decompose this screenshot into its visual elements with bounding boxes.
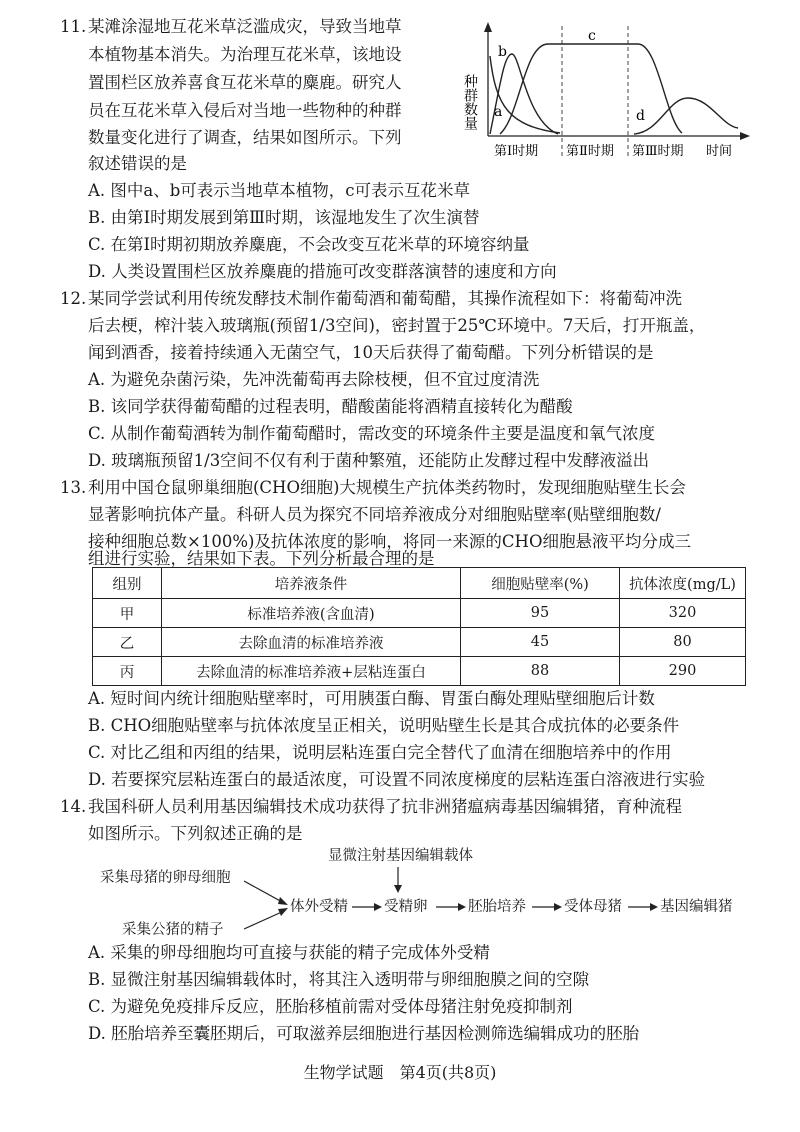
series-label-a: a bbox=[494, 104, 503, 120]
option-b: B. 显微注射基因编辑载体时，将其注入透明带与卵细胞膜之间的空隙 bbox=[88, 970, 590, 989]
flow-step: 受体母猪 bbox=[564, 899, 622, 915]
question-stem-line: 本植物基本消失。为治理互花米草，该地设 bbox=[88, 45, 402, 64]
option-d: D. 胚胎培养至囊胚期后，可取滋养层细胞进行基因检测筛选编辑成功的胚胎 bbox=[88, 1024, 640, 1043]
arrowhead bbox=[374, 903, 382, 911]
option-b: B. 该同学获得葡萄醋的过程表明，醋酸菌能将酒精直接转化为醋酸 bbox=[88, 397, 573, 416]
question-stem-line: 叙述错误的是 bbox=[88, 154, 187, 173]
question-stem-line: 数量变化进行了调查，结果如图所示。下列 bbox=[88, 128, 402, 147]
option-c: C. 对比乙组和丙组的结果，说明层粘连蛋白完全替代了血清在细胞培养中的作用 bbox=[88, 743, 672, 762]
question-stem-line: 我国科研人员利用基因编辑技术成功获得了抗非洲猪瘟病毒基因编辑猪，育种流程 bbox=[88, 797, 682, 816]
series-label-c: c bbox=[588, 28, 596, 44]
table-cell: 标准培养液(含血清) bbox=[162, 599, 461, 628]
table-cell: 95 bbox=[461, 599, 620, 628]
page-footer: 生物学试题 第4页(共8页) bbox=[303, 1063, 497, 1082]
question-stem-line: 如图所示。下列叙述正确的是 bbox=[88, 824, 303, 843]
table-cell: 丙 bbox=[93, 657, 162, 686]
option-c: C. 从制作葡萄酒转为制作葡萄醋时，需改变的环境条件主要是温度和氧气浓度 bbox=[88, 424, 656, 443]
option-d: D. 若要探究层粘连蛋白的最适浓度，可设置不同浓度梯度的层粘连蛋白溶液进行实验 bbox=[88, 770, 706, 789]
table-cell: 乙 bbox=[93, 628, 162, 657]
arrowhead bbox=[394, 885, 402, 893]
question-stem-line: 接种细胞总数×100%)及抗体浓度的影响，将同一来源的CHO细胞悬液平均分成三 bbox=[88, 532, 691, 551]
table-cell: 80 bbox=[620, 628, 746, 657]
option-b: B. CHO细胞贴壁率与抗体浓度呈正相关，说明贴壁生长是其合成抗体的必要条件 bbox=[88, 716, 680, 735]
period-label: 第Ⅰ时期 bbox=[494, 144, 539, 159]
table-row bbox=[93, 599, 746, 628]
arrowhead bbox=[458, 903, 466, 911]
curve-b bbox=[490, 54, 558, 134]
question-stem-line: 显著影响抗体产量。科研人员为探究不同培养液成分对细胞贴壁率(贴壁细胞数/ bbox=[88, 505, 661, 524]
option-c: C. 为避免免疫排斥反应，胚胎移植前需对受体母猪注射免疫抑制剂 bbox=[88, 997, 573, 1016]
question-stem-line: 置围栏区放养喜食互花米草的麋鹿。研究人 bbox=[88, 73, 402, 92]
curve-d bbox=[634, 98, 738, 134]
table-header: 培养液条件 bbox=[162, 568, 461, 599]
table-row bbox=[93, 628, 746, 657]
period-label: 第Ⅲ时期 bbox=[632, 144, 684, 159]
table-header-row bbox=[93, 568, 746, 599]
question-number: 14. bbox=[60, 797, 87, 816]
x-axis-label: 时间 bbox=[706, 144, 733, 159]
table-row bbox=[93, 657, 746, 686]
flow-sperm-label: 采集公猪的精子 bbox=[122, 922, 224, 938]
y-axis-arrow bbox=[484, 22, 492, 32]
table-cell: 甲 bbox=[93, 599, 162, 628]
flow-step: 体外受精 bbox=[290, 899, 348, 915]
arrowhead bbox=[278, 897, 288, 905]
table-header: 细胞贴壁率(%) bbox=[461, 568, 620, 599]
question-number: 11. bbox=[60, 17, 87, 36]
question-stem-line: 后去梗，榨汁装入玻璃瓶(预留1/3空间)，密封置于25℃环境中。7天后，打开瓶盖， bbox=[88, 316, 706, 335]
series-label-d: d bbox=[636, 108, 645, 124]
table-cell: 去除血清的标准培养液+层粘连蛋白 bbox=[162, 657, 461, 686]
question-stem-line: 闻到酒香，接着持续通入无菌空气，10天后获得了葡萄醋。下列分析错误的是 bbox=[88, 343, 654, 362]
curve-c bbox=[500, 44, 682, 134]
option-a: A. 采集的卵母细胞均可直接与获能的精子完成体外受精 bbox=[88, 943, 490, 962]
series-label-b: b bbox=[498, 44, 507, 60]
flow-step: 基因编辑猪 bbox=[660, 899, 733, 915]
flow-step: 胚胎培养 bbox=[468, 899, 526, 915]
flow-step: 受精卵 bbox=[384, 899, 428, 915]
curve-a bbox=[490, 56, 560, 133]
table-header: 抗体浓度(mg/L) bbox=[620, 568, 746, 599]
question-stem-line: 员在互花米草入侵后对当地一些物种的种群 bbox=[88, 101, 402, 120]
question-number: 13. bbox=[60, 478, 87, 497]
arrowhead bbox=[554, 903, 562, 911]
option-a: A. 为避免杂菌污染，先冲洗葡萄再去除枝梗，但不宜过度清洗 bbox=[88, 370, 540, 389]
option-c: C. 在第Ⅰ时期初期放养麋鹿，不会改变互花米草的环境容纳量 bbox=[88, 235, 530, 254]
option-d: D. 玻璃瓶预留1/3空间不仅有利于菌种繁殖，还能防止发酵过程中发酵液溢出 bbox=[88, 451, 650, 470]
question-number: 12. bbox=[60, 289, 87, 308]
table-header: 组别 bbox=[93, 568, 162, 599]
question-stem-line: 组进行实验，结果如下表。下列分析最合理的是 bbox=[88, 549, 435, 568]
x-axis-arrow bbox=[740, 132, 750, 140]
option-a: A. 图中a、b可表示当地草本植物，c可表示互花米草 bbox=[88, 181, 471, 200]
table-cell: 290 bbox=[620, 657, 746, 686]
table-cell: 45 bbox=[461, 628, 620, 657]
option-b: B. 由第Ⅰ时期发展到第Ⅲ时期，该湿地发生了次生演替 bbox=[88, 208, 480, 227]
question-stem-line: 利用中国仓鼠卵巢细胞(CHO细胞)大规模生产抗体类药物时，发现细胞贴壁生长会 bbox=[88, 478, 686, 497]
table-cell: 320 bbox=[620, 599, 746, 628]
question-stem-line: 某同学尝试利用传统发酵技术制作葡萄酒和葡萄醋，其操作流程如下：将葡萄冲洗 bbox=[88, 289, 682, 308]
option-d: D. 人类设置围栏区放养麋鹿的措施可改变群落演替的速度和方向 bbox=[88, 262, 557, 281]
breeding-flow-diagram bbox=[96, 845, 776, 937]
y-axis-label: 种群数量 bbox=[462, 74, 478, 130]
results-table bbox=[92, 567, 746, 686]
option-a: A. 短时间内统计细胞贴壁率时，可用胰蛋白酶、胃蛋白酶处理贴壁细胞后计数 bbox=[88, 689, 655, 708]
arrowhead bbox=[278, 908, 288, 916]
table-cell: 88 bbox=[461, 657, 620, 686]
arrow-line bbox=[244, 911, 284, 929]
arrow-line bbox=[244, 881, 284, 903]
question-stem-line: 某滩涂湿地互花米草泛滥成灾，导致当地草 bbox=[88, 17, 402, 36]
table-cell: 去除血清的标准培养液 bbox=[162, 628, 461, 657]
population-chart bbox=[460, 16, 760, 166]
flow-egg-label: 采集母猪的卵母细胞 bbox=[100, 870, 231, 886]
arrowhead bbox=[650, 903, 658, 911]
flow-top-label: 显微注射基因编辑载体 bbox=[328, 848, 473, 864]
period-label: 第Ⅱ时期 bbox=[566, 144, 614, 159]
